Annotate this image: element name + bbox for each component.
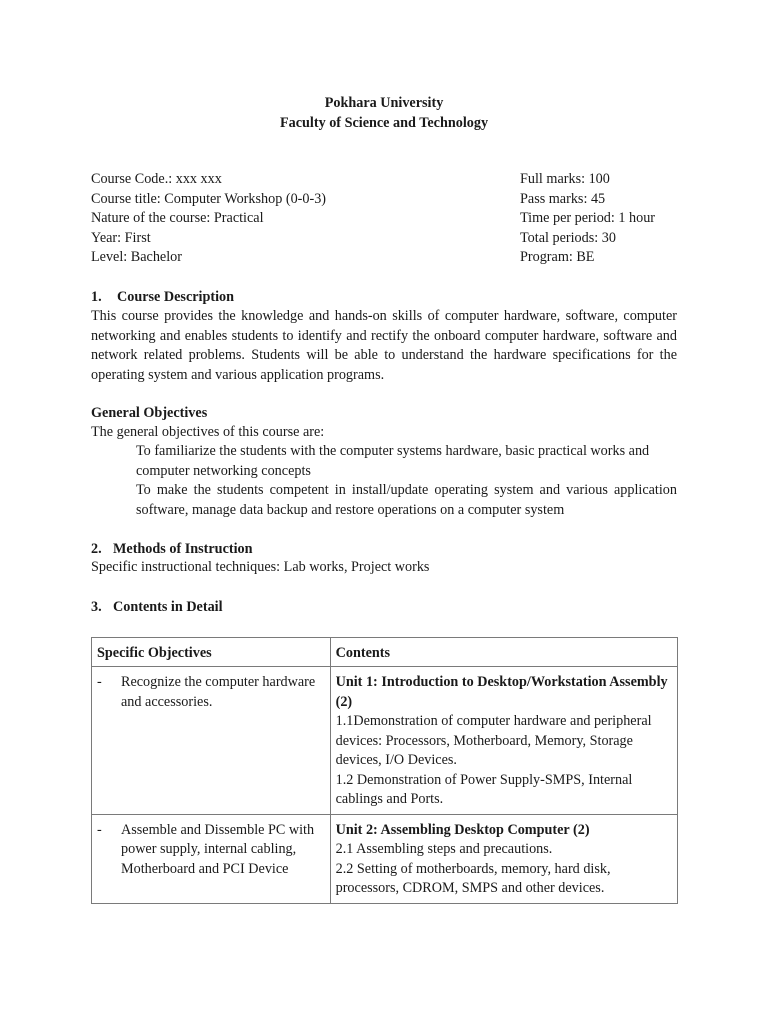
section-heading-course-description [91, 287, 234, 307]
course-info-right [520, 170, 655, 268]
course-nature: Nature of the course: Practical [91, 210, 264, 226]
course-info-left [91, 170, 326, 268]
header-contents: Contents [330, 638, 677, 667]
unit-title: Unit 1: Introduction to Desktop/Workstation Assembly (2) [335, 674, 668, 710]
objective-item: To familiarize the students with the computer systems hardware, basic practical works and computer networking concepts [136, 443, 650, 479]
time-per-period: Time per period: 1 hour [520, 210, 656, 226]
course-year: Year: First [91, 229, 151, 246]
header-specific-objectives: Specific Objectives [92, 638, 331, 667]
university-title: Pokhara University [324, 95, 444, 111]
content-line: 1.2 Demonstration of Power Supply-SMPS, Internal cablings and Ports. [335, 771, 633, 807]
contents-cell [330, 667, 677, 815]
general-objectives-heading: General Objectives [91, 405, 208, 421]
table-row [92, 814, 678, 903]
pass-marks: Pass marks: 45 [520, 190, 606, 207]
section-title: Methods of Instruction [113, 541, 253, 557]
content-line: 2.2 Setting of motherboards, memory, hard disk, processors, CDROM, SMPS and other devices. [335, 860, 611, 896]
section-title: Course Description [117, 289, 235, 305]
course-level: Level: Bachelor [91, 249, 182, 265]
objective-item: To make the students competent in install/update operating system and various application software, manage data backup and restore operations on a computer system [136, 482, 677, 518]
section-number: 1. [91, 289, 102, 305]
total-periods: Total periods: 30 [520, 229, 616, 246]
content-line: 2.1 Assembling steps and precautions. [335, 841, 553, 857]
objective-text: Assemble and Dissemble PC with power supply, internal cabling, Motherboard and PCI Device [121, 821, 315, 877]
table-header-row [92, 638, 678, 667]
full-marks: Full marks: 100 [520, 171, 610, 187]
course-title: Course title: Computer Workshop (0-0-3) [91, 190, 327, 207]
dash-bullet: - [97, 821, 102, 838]
course-description-text: This course provides the knowledge and hands-on skills of computer hardware, software, computer networking and enables students to identify and rectify the onboard computer hardware, software and network related problems. Students will be able to understand the hardware specifications for the operating system and various application programs. [91, 308, 677, 383]
content-line: 1.1Demonstration of computer hardware and peripheral devices: Processors, Motherboard, Memory, Storage devices, I/O Devices. [335, 713, 652, 768]
section-heading-contents [91, 597, 223, 617]
contents-table [91, 637, 678, 904]
section-number: 2. [91, 541, 102, 557]
table-row [92, 667, 678, 815]
objective-cell [92, 667, 331, 815]
section-number: 3. [91, 599, 102, 615]
general-objectives-intro: The general objectives of this course are: [91, 424, 325, 440]
unit-title: Unit 2: Assembling Desktop Computer (2) [335, 821, 590, 838]
program: Program: BE [520, 249, 595, 265]
dash-bullet: - [97, 674, 102, 690]
section-title: Contents in Detail [113, 599, 223, 615]
course-code: Course Code.: xxx xxx [91, 171, 222, 187]
methods-text: Specific instructional techniques: Lab works, Project works [91, 559, 430, 575]
section-heading-methods [91, 539, 253, 559]
objective-text: Recognize the computer hardware and accessories. [121, 674, 316, 710]
faculty-title: Faculty of Science and Technology [279, 115, 489, 131]
contents-cell [330, 814, 677, 903]
objective-cell [92, 814, 331, 903]
